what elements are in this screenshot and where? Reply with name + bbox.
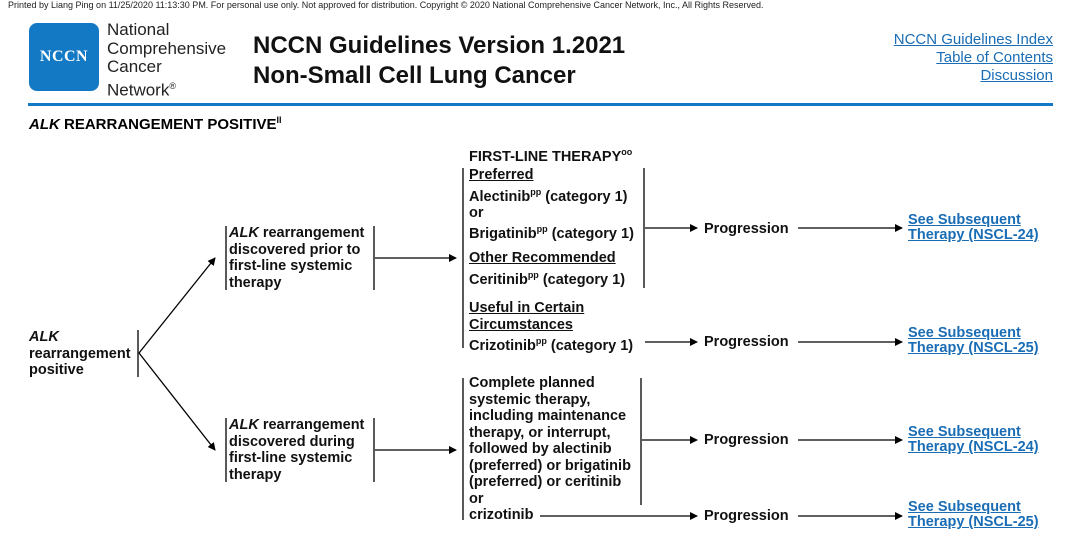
crizotinib-option: Crizotinib$^{pp}$ (category 1)	[469, 336, 634, 354]
discussion-link[interactable]: Discussion	[980, 67, 1053, 84]
subsequent-therapy-link-nscl25[interactable]: See Subsequent Therapy (NSCL-25)	[908, 325, 1039, 356]
guidelines-index-link[interactable]: NCCN Guidelines Index	[893, 31, 1053, 48]
subsequent-therapy-link-nscl24[interactable]: See Subsequent Therapy (NSCL-24)	[908, 424, 1039, 455]
branch-prior-node: ALK rearrangement discovered prior to first-line systemic therapy	[229, 225, 365, 291]
therapy-during-line: Complete planned	[469, 375, 595, 391]
subsequent-therapy-link-nscl25[interactable]: See Subsequent Therapy (NSCL-25)	[908, 499, 1039, 530]
root-node: ALK rearrangement positive	[29, 329, 131, 378]
circumstances-label: Circumstances	[469, 316, 573, 333]
therapy-during-line: including maintenance	[469, 408, 627, 424]
branch-during-node: ALK rearrangement discovered during first-line systemic therapy	[229, 417, 365, 483]
other-recommended-block	[469, 250, 625, 288]
table-of-contents-link[interactable]: Table of Contents	[936, 49, 1053, 66]
therapy-during-line: therapy, or interrupt,	[469, 424, 611, 441]
section-heading: ALK REARRANGEMENT $POSITIVE^{ll}$	[29, 115, 282, 133]
progression-label: Progression	[704, 221, 789, 237]
therapy-during-line: (preferred) or ceritinib	[469, 474, 622, 490]
title-line-disease: Non-Small Cell Lung Cancer	[253, 62, 576, 89]
useful-label: Useful in Certain	[469, 300, 585, 316]
therapy-during-line: or	[469, 490, 484, 507]
therapy-during-crizotinib: crizotinib	[469, 507, 534, 523]
org-name-line: National	[107, 20, 170, 39]
therapy-during-line: systemic therapy,	[469, 391, 591, 408]
other-recommended-label: Other Recommended	[469, 250, 616, 266]
org-name-line: Comprehensive	[107, 38, 227, 58]
progression-label: Progression	[704, 432, 789, 448]
alectinib-option: Alectinib$^{pp}$ (category 1)	[469, 186, 628, 205]
subsequent-therapy-link-nscl24[interactable]: See Subsequent Therapy (NSCL-24)	[908, 212, 1039, 243]
useful-circumstances-block	[469, 300, 633, 354]
org-name-line: Cancer	[107, 57, 162, 76]
therapy-during-block	[469, 375, 631, 524]
brigatinib-option: Brigatinib$^{pp}$ (category 1)	[469, 224, 634, 243]
org-name-line: Network®	[107, 80, 176, 100]
first-line-therapy-heading: FIRST-LINE $THERAPY^{oo}$	[469, 147, 633, 165]
title-line-version: NCCN Guidelines Version 1.2021	[253, 32, 626, 59]
or-text: or	[469, 204, 484, 221]
therapy-prior-block	[469, 167, 634, 243]
progression-label: Progression	[704, 508, 789, 524]
preferred-label: Preferred	[469, 167, 534, 183]
ceritinib-option: Ceritinib$^{pp}$ (category 1)	[469, 269, 626, 288]
logo-text: NCCN	[39, 48, 89, 65]
therapy-during-line: (preferred) or brigatinib	[469, 457, 631, 474]
therapy-during-line: followed by alectinib	[469, 441, 612, 457]
progression-label: Progression	[704, 334, 789, 350]
print-notice: Printed by Liang Ping on 11/25/2020 11:13:30 PM. For personal use only. Not approved for distribution. Copyright © 2020 National Comprehensive Cancer Network, Inc., All Rights Reserved.	[8, 0, 764, 10]
